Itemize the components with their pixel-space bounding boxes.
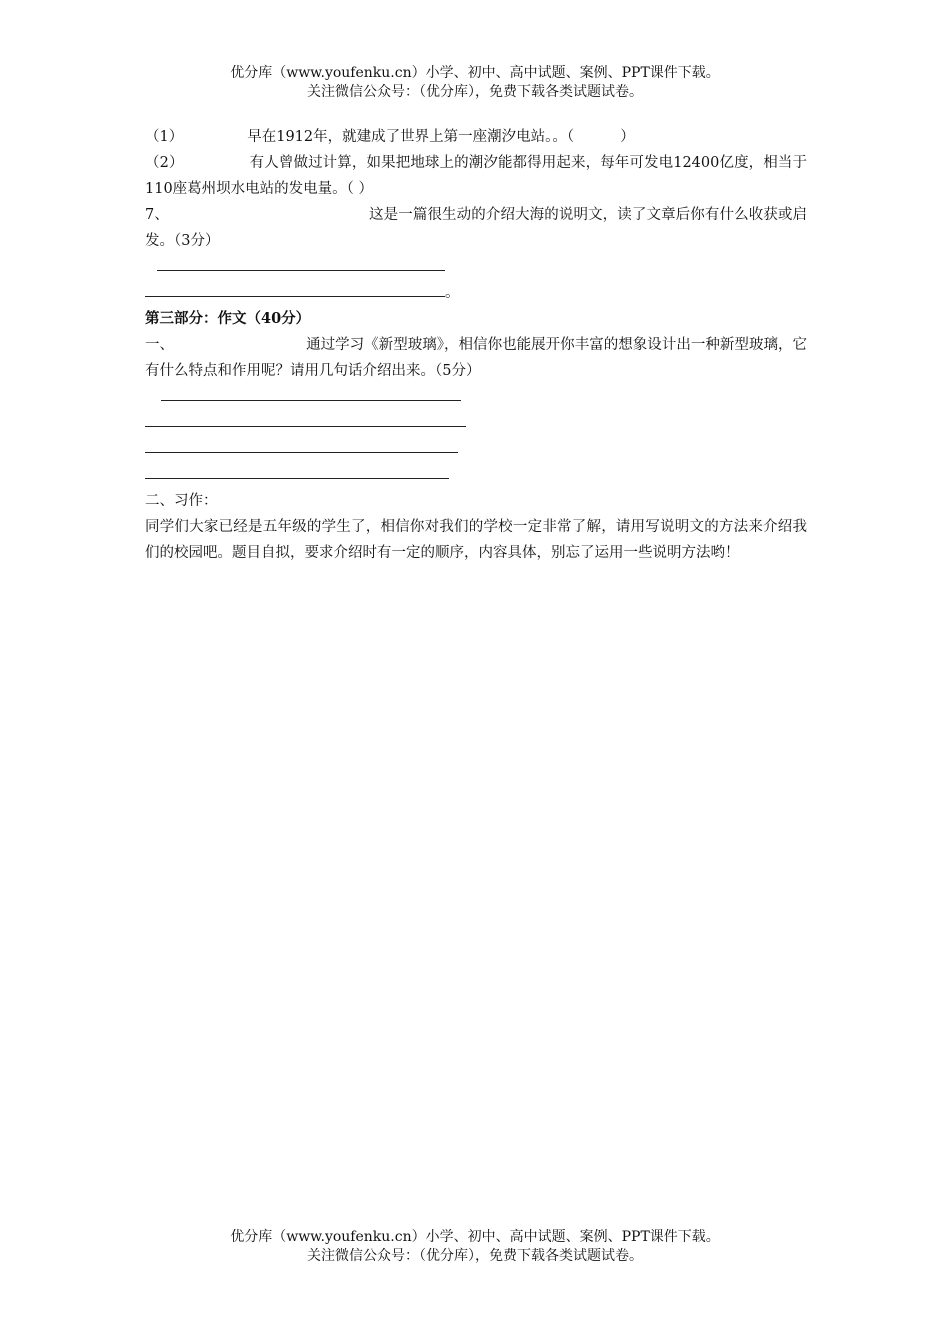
answer-line[interactable] (145, 464, 449, 479)
part-3-title: 第三部分：作文（40分） (145, 310, 311, 327)
header-line-2: 关注微信公众号：（优分库），免费下载各类试题试卷。 (307, 84, 643, 100)
composition-question-1-text: 通过学习《新型玻璃》，相信你也能展开你丰富的想象设计出一种新型玻璃，它有什么特点和作用呢？请用几句话介绍出来。（5分） (145, 337, 808, 379)
composition-question-2-text: 同学们大家已经是五年级的学生了，相信你对我们的学校一定非常了解，请用写说明文的方法来介绍我们的校园吧。题目自拟，要求介绍时有一定的顺序，内容具体，别忘了运用一些说明方法哟！ (145, 519, 807, 561)
answer-line[interactable] (145, 282, 445, 297)
answer-line[interactable] (161, 386, 461, 401)
answer-line-row (145, 254, 807, 280)
question-1-text: 早在1912年，就建成了世界上第一座潮汐电站。。（ ） (247, 129, 635, 145)
question-1-number: （1） (145, 129, 184, 145)
question-7-text: 这是一篇很生动的介绍大海的说明文，读了文章后你有什么收获或启发。（3分） (145, 207, 807, 249)
page-footer (0, 1228, 950, 1266)
question-2-number: （2） (145, 155, 184, 171)
answer-line-row (145, 280, 807, 306)
answer-line[interactable] (157, 256, 445, 271)
composition-question-1 (145, 332, 807, 384)
answer-line-row (145, 384, 807, 410)
footer-line-2: 关注微信公众号：（优分库），免费下载各类试题试卷。 (307, 1248, 643, 1264)
header-line-1: 优分库（www.youfenku.cn）小学、初中、高中试题、案例、PPT课件下载。 (230, 65, 720, 81)
question-2-text: 有人曾做过计算，如果把地球上的潮汐能都得用起来，每年可发电12400亿度，相当于110座葛州坝水电站的发电量。（ ） (145, 155, 807, 197)
answer-line-row (145, 436, 807, 462)
question-7-number: 7、 (145, 207, 169, 223)
answer-line[interactable] (145, 438, 458, 453)
question-1 (145, 124, 807, 150)
question-2 (145, 150, 807, 202)
answer-line-row (145, 462, 807, 488)
question-7-end-mark: 。 (445, 285, 460, 301)
document-body (145, 124, 807, 566)
question-7 (145, 202, 807, 254)
footer-line-1: 优分库（www.youfenku.cn）小学、初中、高中试题、案例、PPT课件下载。 (230, 1229, 720, 1245)
composition-question-1-number: 一、 (145, 337, 175, 353)
composition-question-2-title: 二、习作： (145, 493, 218, 509)
answer-line-row (145, 410, 807, 436)
page-header (0, 64, 950, 102)
answer-line[interactable] (145, 412, 466, 427)
